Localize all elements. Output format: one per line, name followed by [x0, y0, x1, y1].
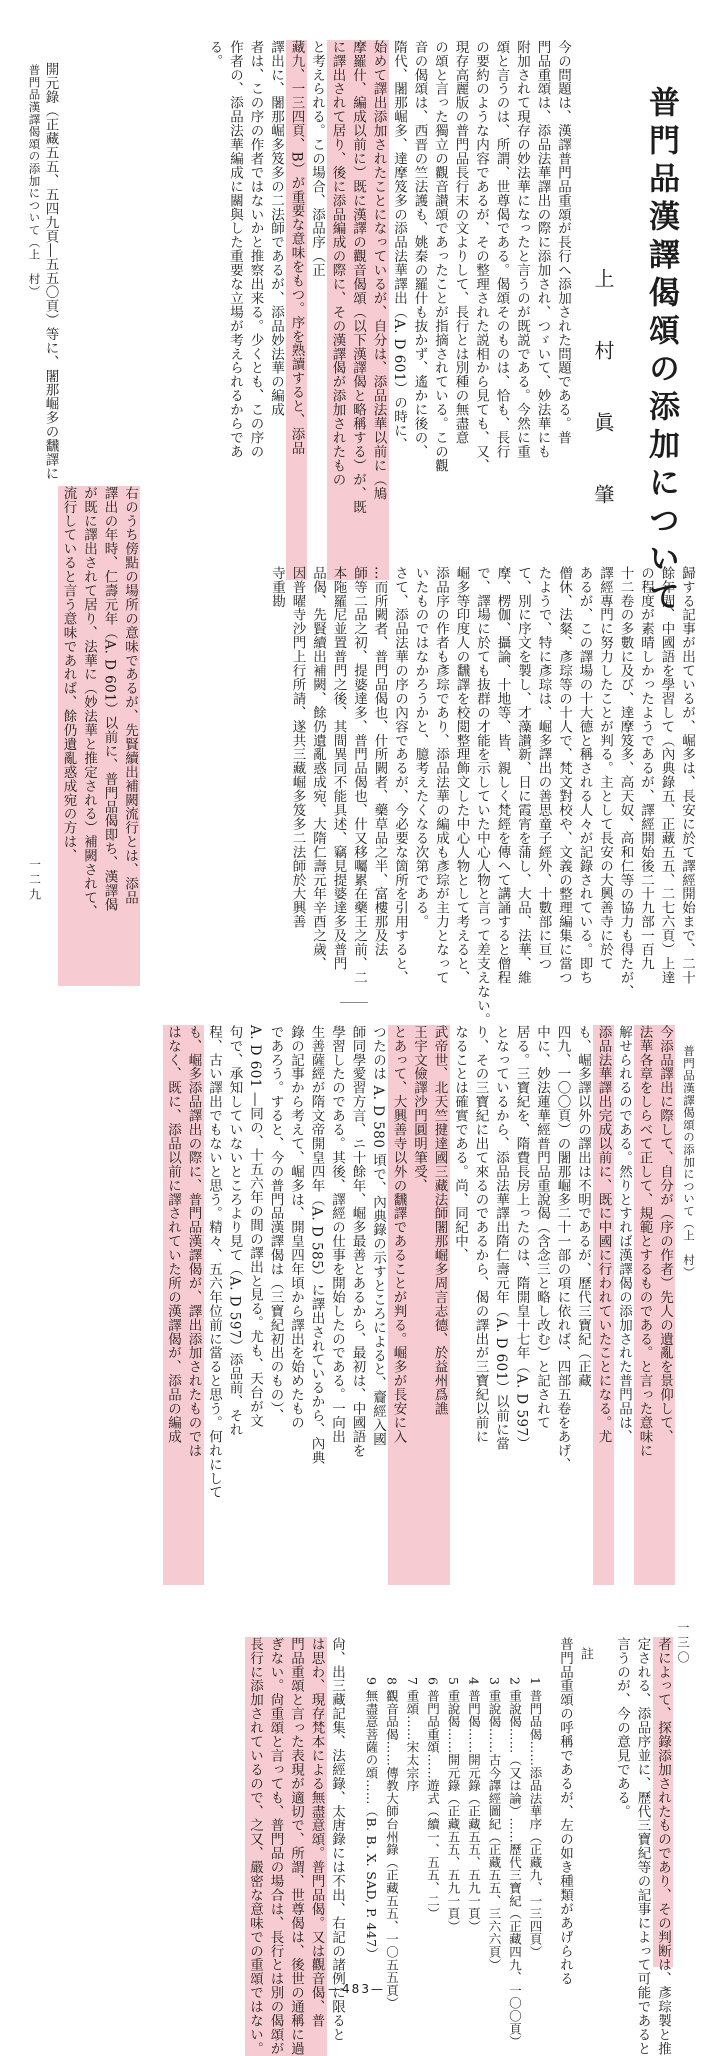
body-column-c [58, 486, 140, 986]
text-line: 中に、妙法蓮華經普門品重說偈（含念三と略し改む）と記されて [534, 1025, 550, 1430]
body-column-b [267, 566, 698, 1027]
page-divider [340, 1002, 368, 1003]
text-line: 今添品譯出に際して、自分が（序の作者）先人の遺亂を景仰して、 [655, 1025, 676, 1585]
text-line: も、崛多添品譯出の際に、普門品漢譯偈が、譯出添加されたものでは [183, 1025, 204, 1585]
text-line: ぎない。尙重頌と言っても、普門品の場合は、長行とは別の偈頌が [265, 1637, 286, 2056]
text-line: 餘年間、中國語を學習して（內典錄五、正藏五五、二七六頁）上達 [658, 566, 675, 985]
page-129 [0, 0, 713, 1027]
text-line: 品偈、先賢續出補闕、餘仍遺亂惑成宛、大隋仁壽元年辛酉之歲、 [310, 566, 326, 971]
note-item: 6 普門品重頌……遊式（續一、五五、二） [425, 1677, 441, 1920]
text-line: 附加されて現存の妙法華になったと言うのが既説である。今然に重 [514, 40, 530, 459]
text-line: 武帝世、北天竺揵達國三藏法師闍那崛多周言志德、於益州爲譙 [429, 1025, 450, 1585]
body-column-a [204, 40, 573, 580]
text-line: とあって、大興善寺以外の飜譯であることが判る。崛多が長安に入 [388, 1025, 409, 1585]
note-item: 3 重說偈……古今譯經圖紀（正藏五五、三六六頁） [487, 1677, 502, 1972]
text-line: A. D 601 ―同の、十五六年の間の譯出と見る。尤も、天台が文 [247, 1025, 263, 1428]
running-head: 普門品漢譯偈頌の添加について（上 村） [27, 64, 42, 298]
note-item: 8 觀音品偈……傳教大師台州錄（正藏五五、一〇五五頁） [384, 1677, 400, 2010]
text-line: 生善薩經が隋文帝開皇四年（A. D 585）に譯出されているから、內典 [308, 1025, 325, 1465]
text-line: 因普曜寺沙門上行所請、遂共三藏崛多笈多二法師於大興善 [289, 566, 306, 929]
text-line: 程、古い譯出でもないと思う。精々、五六年位前に當ると思う。何れにして [206, 1025, 222, 1500]
text-line: 門品重頌と言った表現が適切で、所謂、世尊偈は、後世の通稱に過 [286, 1637, 307, 2056]
text-line: 解せられるのである。然りとすれば漢譯偈の添加された普門品は、 [616, 1025, 632, 1444]
article-title: 普門品漢譯偈頌の添加について [643, 86, 679, 618]
text-line: る。 [206, 40, 223, 68]
text-line: 本陁羅尼並置普門之後、其間異同不能具述、竊見提婆達多及普門 [330, 566, 347, 971]
text-line: いたものではなかろうかと、臆考えたくなる次第である。 [412, 566, 429, 929]
text-line: 音の偈頌は、西晋の竺法護も、姚秦の羅什も抜かず、遙かに後の、 [411, 40, 428, 459]
text-line: で、譯場に於ても抜群の才能を示していた中心人物と言って差支えない。 [474, 566, 490, 1027]
text-line: 四九、一〇〇頁）の闍那崛多二十一部の項に依れば、四部五卷をあげ、 [554, 1025, 571, 1472]
running-head: 普門品漢譯偈頌の添加について（上 村） [682, 1045, 696, 1279]
text-line: も、崛多譯以外の譯出は不明であるが、歷代三寶紀（正藏 [575, 1025, 591, 1388]
text-line: は思わ、現存梵本による無盡意頌。普門品偈。又は觀音偈、普 [306, 1637, 327, 2056]
note-item: 2 重說偈……（又は論）……歷代三寶紀（正藏四九、一〇〇頁） [507, 1677, 523, 2048]
text-line: 開元錄（正藏五五、五四九頁―五五〇頁）等に、闍那崛多の飜譯に [42, 62, 59, 481]
text-line: 僧休、法粲、彥琮等の十人で、梵文對校や、文義の整理編集に當つ [556, 566, 572, 985]
page-130 [0, 1005, 713, 2056]
text-line: 居る。三寶紀を、隋費長房上ったのは、隋開皇十七年（A. D 597） [513, 1025, 530, 1451]
text-line: はなく、既に、添品以前に譯されていた所の漢譯偈が、添品の編成 [163, 1025, 184, 1585]
text-line: 藏九、一三四頁、B）が重要な意味をもつ。序を熟讀すると、添品 [286, 40, 307, 580]
text-line: の程度が素晴しかったようであるが、譯經開始後二十九部一百九 [638, 566, 654, 971]
text-line: 尙、出三藏記集、法經錄、太唐錄には不出、右記の諸例に限ると [329, 1637, 345, 2042]
text-line: 隋代、闍那崛多、達摩笈多の添品法華譯出（A. D 601）の時に、 [391, 40, 407, 452]
page-number: 一三〇 [676, 1621, 690, 1666]
note-item: 9 無盡意菩薩の頌……（B. B. X. SAD, P. 447） [364, 1677, 379, 1961]
text-line: 門品重頌は、添品法華譯出の際に添加され、つゞいて、妙法華にも [534, 40, 551, 459]
text-line: 學習したのである。其後、譯經の仕事を開始したのである。一向出 [329, 1025, 345, 1444]
text-line: 始めて譯出添加されたことになっているが、自分は、添品法華以前に（鳩 [368, 40, 389, 580]
note-item: 1 普門品偈……添品法華序（正藏九、一三四頁） [528, 1677, 543, 1959]
text-line: たようで、特に彥琮は、崛多譯出の善思童子經外、十數部に亘つ [535, 566, 552, 971]
text-line: と考えられる。この場合、添品序（正 [309, 40, 325, 278]
text-line: …而所闕者、普門品偈也、什所闕者、藥草品之半、富樓那及法 [371, 566, 388, 957]
notes-heading: 註 [578, 1647, 593, 1661]
text-line: 崛多等印度人の飜譯を校閲整理飾文した中心人物として考えると、 [453, 566, 470, 985]
text-line: 者によって、探錄添加されたものであり、その判断は、彥琮製と推 [653, 1637, 674, 1967]
text-line: り、その三寶紀に出て來るのであるから、偈の譯出が三寶紀以前に [472, 1025, 489, 1444]
text-line: 現存高麗版の普門品長行末の文よりして、長行とは別種の無盡意 [452, 40, 469, 445]
note-item: 7 重頌……宋太宗序 [405, 1677, 420, 1792]
text-line: 頌と言うのは、所謂、世尊偈である。偈頌そのものは、恰も、長行 [493, 40, 510, 459]
folio: —483— [328, 1982, 385, 1996]
text-line: 譯出の年時、仁壽元年（A. D 601）以前に、普門品偈即ち、漢譯偈 [99, 486, 120, 986]
text-line: の頌と言った獨立の觀音讃頌であったことが指摘されている。この觀 [432, 40, 448, 473]
text-line: 師同學愛習方言、ニ十餘年、崛多最善とあるから、最初は、中國語を [349, 1025, 366, 1458]
text-line: 添品法華譯出完成以前に、既に中國に行われていたことになる。尤 [593, 1025, 614, 1585]
text-line: 歸する記事が出ているが、崛多は、長安に於て譯經開始まで、二十 [679, 566, 695, 985]
text-line: 作者の、添品法華編成に關與した重要な立場が考えられるからであ [227, 40, 243, 459]
text-line: つたのは A. D 580 頃で、內典錄の示すところによると、齎經入國 [370, 1025, 386, 1447]
text-line: あるが、この譯場の十大德と稱される人々が記錄されている。即ち [576, 566, 593, 985]
body-column-d [163, 1025, 676, 1585]
text-line: の要約のような内容であるが、その整理された説相から見ても、又、 [473, 40, 489, 473]
text-line: 摩、楞伽、攝論、十地等、皆、親しく梵經を傳へて講誦すると僧程 [494, 566, 511, 985]
notes-intro: 普門品重頌の呼稱であるが、左の如き種類があげられる [557, 1637, 573, 1986]
text-line: 長行に添加されているので、之又、嚴密な意味での重頌ではない。 [245, 1637, 266, 2056]
text-line: 摩羅什、編成以前に）既に漢譯の觀音偈頌（以下漢譯偈と略稱する）が、既 [348, 40, 369, 580]
text-line: が既に譯出されて居り、法華に（妙法華と推定される）補闕されて、 [79, 486, 100, 986]
text-line: 者は、この序の作者ではないかと推察出来る。少くとも、この序の [247, 40, 264, 459]
text-line: 定される、添品序並に、歷代三寶紀等の記事によって可能であると [634, 1637, 651, 2056]
author-name: 上 村 眞 肇 [591, 268, 615, 520]
text-line: 添品序の作者も彥琮であり、添品法華の編成も彥琮が主力となって [433, 566, 449, 985]
note-item: 4 普門偈……開元錄（正藏五五、五九一頁） [466, 1677, 482, 1933]
page-number: 一二九 [27, 858, 42, 903]
text-line: 右のうち傍點の場所の意味であるが、先賢續出補闕流行とは、添品 [120, 486, 141, 986]
text-line: 寺重勘 [269, 566, 285, 608]
text-line: 十二卷の多數に及び、達摩笈多、高天奴、高和仁等の協力も得たが、 [617, 566, 634, 999]
text-line: 譯經專門に努力したことが判る。主として長安の大興善寺に於て [597, 566, 613, 971]
text-line: 言うのが、今の意見である。 [614, 1637, 630, 1819]
text-line: さて、添品法華の序の內容であるが、今必要な箇所を引用すると、 [392, 566, 408, 985]
text-line: 師等二品之初、提婆達多、普門品偈也、什又移囑累在藥王之前、二 [351, 566, 367, 985]
note-item: 5 重說偈……開元錄（正藏五五、五九一頁） [446, 1677, 461, 1933]
text-line: 錄の記事から考えて、崛多は、開皇四年頃から譯出を始めたもの [288, 1025, 304, 1430]
text-line: 流行していると言う意味であれば、餘仍遺亂惑成宛の方は、 [58, 486, 79, 986]
body-column-e [612, 1637, 674, 2056]
text-line: て、別に序文を製し、才藻讃新、日に霞宵を蒲し、大品、法華、維 [515, 566, 531, 985]
text-line: に譯出されて居り、後に添品編成の際に、その漢譯偈が添加されたもの [327, 40, 348, 580]
text-line: となっているから、添品法華譯出隋仁壽元年（A. D 601）以前に當 [493, 1025, 509, 1451]
text-line: 譯出に、闍那崛多笈多の二法師であるが、添品妙法華の編成 [268, 40, 284, 417]
text-line: 句で、承知していないところより見て（A. D 597）添品前、それ [226, 1025, 243, 1437]
text-line: 今の問題は、漢譯普門品重頌が長行へ添加された問題である。普 [555, 40, 571, 445]
text-line: であろう。すると、今の普門品漢譯偈は（三寶紀初出のもの）、 [267, 1025, 284, 1423]
text-line: なることは確實である。尚、同紀中、 [452, 1025, 468, 1263]
text-line: 王宇文儉譯沙門圓明筆受、 [409, 1025, 430, 1585]
text-line: 法華各章をしらべて正して、規範とするものである。と言った意味に [634, 1025, 655, 1585]
